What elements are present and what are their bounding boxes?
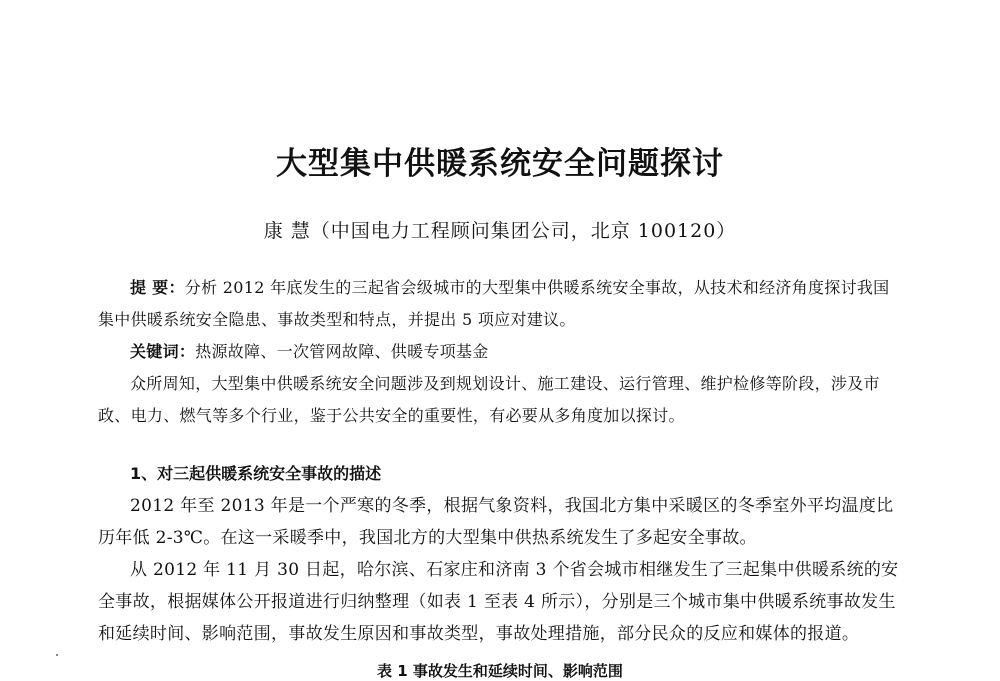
paper-title: 大型集中供暖系统安全问题探讨 <box>276 146 724 182</box>
section-heading: 1、对三起供暖系统安全事故的描述 <box>130 464 382 483</box>
keywords-label: 关键词： <box>130 342 196 361</box>
abstract <box>98 272 904 336</box>
section-paragraph-1: 2012 年至 2013 年是一个严寒的冬季，根据气象资料，我国北方集中采暖区的冬季室外平均温度比历年低 2-3℃。在这一采暖季中，我国北方的大型集中供热系统发生了多起安全事故。 <box>98 496 894 548</box>
intro-paragraph: 众所周知，大型集中供暖系统安全问题涉及到规划设计、施工建设、运行管理、维护检修等阶段，涉及市政、电力、燃气等多个行业，鉴于公共安全的重要性，有必要从多角度加以探讨。 <box>98 374 880 425</box>
section-paragraph-2: 从 2012 年 11 月 30 日起，哈尔滨、石家庄和济南 3 个省会城市相继发生了三起集中供暖系统的安全事故，根据媒体公开报道进行归纳整理（如表 1 至表 4 所示），分别是三个城市集中供暖系统事故发生和延续时间、影响范围，事故发生原因和事故类型，事故处理措施，部分民众的反应和媒体的报道。 <box>98 560 899 644</box>
scan-speck <box>56 654 58 656</box>
keywords-text: 热源故障、一次管网故障、供暖专项基金 <box>195 342 489 361</box>
table-caption: 表 1 事故发生和延续时间、影响范围 <box>377 662 623 680</box>
author-line: 康 慧（中国电力工程顾问集团公司，北京 100120） <box>263 220 737 242</box>
abstract-label: 提 要： <box>130 278 185 297</box>
abstract-text: 分析 2012 年底发生的三起省会级城市的大型集中供暖系统安全事故，从技术和经济角度探讨我国集中供暖系统安全隐患、事故类型和特点，并提出 5 项应对建议。 <box>98 278 890 329</box>
keywords <box>130 336 904 368</box>
